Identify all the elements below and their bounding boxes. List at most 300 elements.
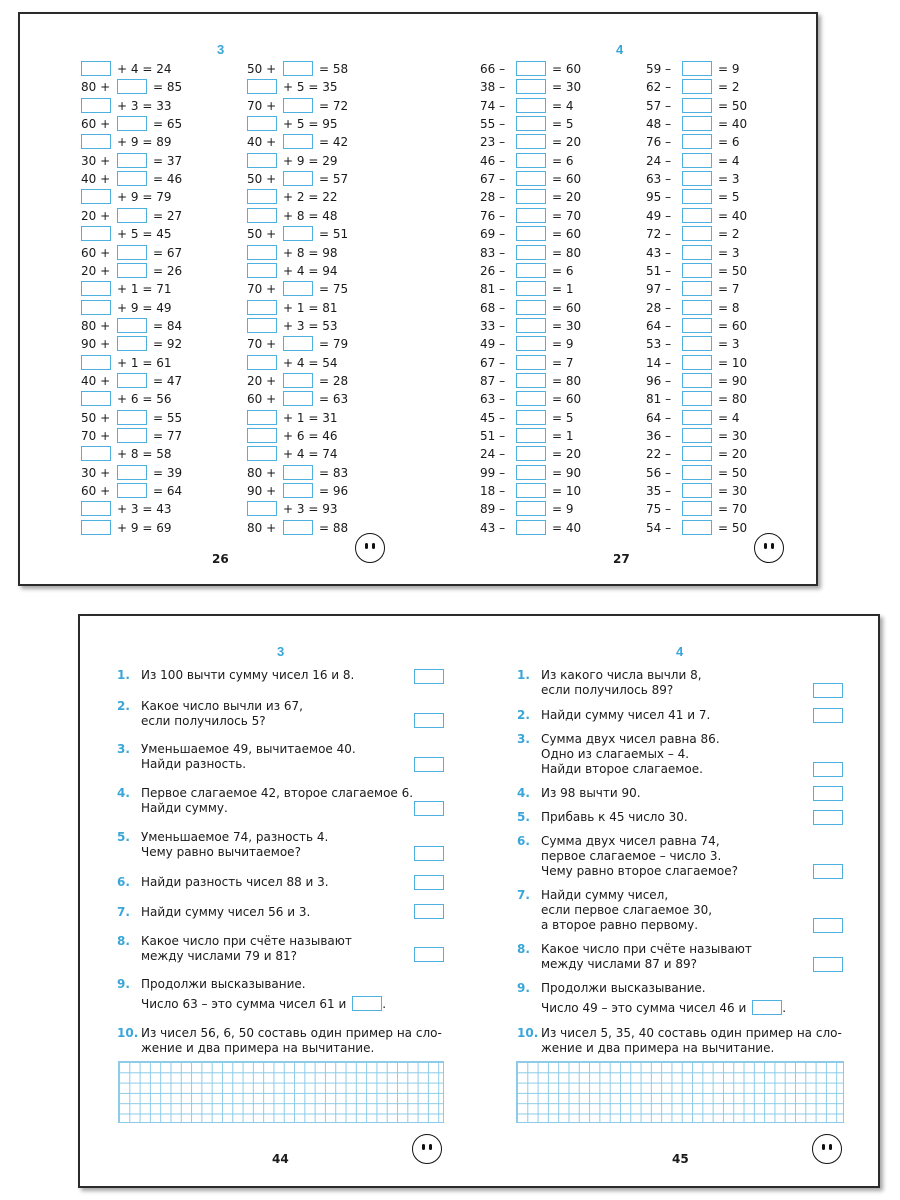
equation-text: 63 – — [646, 172, 672, 187]
equation-text: = 83 — [319, 465, 349, 480]
equation-row — [247, 134, 367, 150]
equation-text: 76 – — [480, 208, 506, 223]
equation-row — [646, 501, 766, 517]
answer-box[interactable] — [682, 116, 712, 131]
task-line: Из 98 вычти 90. — [541, 786, 641, 800]
answer-box[interactable] — [117, 171, 147, 186]
answer-box[interactable] — [247, 153, 277, 168]
equation-row — [480, 263, 600, 279]
answer-box[interactable] — [81, 501, 111, 516]
answer-box[interactable] — [682, 171, 712, 186]
answer-box[interactable] — [682, 208, 712, 223]
equation-text: = 9 — [552, 337, 574, 352]
equation-text: = 7 — [552, 355, 574, 370]
answer-box[interactable] — [516, 263, 546, 278]
answer-box[interactable] — [682, 79, 712, 94]
equation-text: = 7 — [718, 282, 740, 297]
smiley-face-icon — [754, 533, 784, 563]
equation-row — [480, 116, 600, 132]
equation-text: + 3 = 43 — [117, 502, 172, 517]
equation-row — [646, 116, 766, 132]
answer-box[interactable] — [81, 355, 111, 370]
equation-text: = 63 — [319, 392, 349, 407]
equation-text: = 3 — [718, 172, 740, 187]
task-number: 4. — [117, 786, 130, 800]
task-line: Найди сумму чисел, — [541, 888, 669, 902]
task-line-text: Число 63 – это сумма чисел 61 и — [141, 997, 347, 1011]
answer-box[interactable] — [752, 1000, 782, 1015]
equation-row — [480, 61, 600, 77]
equation-text: = 50 — [718, 98, 748, 113]
answer-box[interactable] — [283, 483, 313, 498]
equation-row — [247, 391, 367, 407]
answer-box[interactable] — [516, 410, 546, 425]
equation-row — [81, 116, 201, 132]
equation-text: = 9 — [552, 502, 574, 517]
answer-box[interactable] — [283, 98, 313, 113]
equation-text: = 60 — [552, 227, 582, 242]
task-number: 10. — [117, 1026, 139, 1040]
answer-box[interactable] — [117, 79, 147, 94]
equation-row — [480, 98, 600, 114]
equation-text: = 6 — [718, 135, 740, 150]
answer-box[interactable] — [117, 263, 147, 278]
answer-box[interactable] — [247, 79, 277, 94]
equation-row — [480, 171, 600, 187]
answer-box[interactable] — [682, 318, 712, 333]
equation-row — [247, 226, 367, 242]
task-text — [141, 977, 386, 1012]
answer-box[interactable] — [414, 669, 444, 684]
equation-text: + 1 = 81 — [283, 300, 338, 315]
equation-text: = 5 — [552, 410, 574, 425]
answer-box[interactable] — [682, 189, 712, 204]
answer-grid[interactable] — [516, 1061, 844, 1123]
answer-box[interactable] — [682, 98, 712, 113]
answer-box[interactable] — [516, 465, 546, 480]
answer-box[interactable] — [283, 391, 313, 406]
page-44 — [80, 616, 480, 1186]
section-title: 4 — [616, 42, 624, 57]
answer-box[interactable] — [247, 355, 277, 370]
equation-text: + 4 = 54 — [283, 355, 338, 370]
task-text — [141, 786, 413, 816]
equation-row — [247, 428, 367, 444]
task-number: 4. — [517, 786, 530, 800]
equation-text: = 20 — [552, 447, 582, 462]
equation-text: 70 + — [81, 429, 111, 443]
answer-box[interactable] — [516, 245, 546, 260]
equation-row — [646, 189, 766, 205]
answer-box[interactable] — [516, 171, 546, 186]
equation-text: = 67 — [153, 245, 183, 260]
equation-row — [81, 171, 201, 187]
equation-text: 97 – — [646, 282, 672, 297]
equation-text: 67 – — [480, 355, 506, 370]
answer-box[interactable] — [81, 134, 111, 149]
equation-text: + 9 = 79 — [117, 190, 172, 205]
answer-box[interactable] — [516, 483, 546, 498]
answer-box[interactable] — [813, 708, 843, 723]
equation-row — [480, 226, 600, 242]
page-26 — [20, 14, 420, 584]
answer-box[interactable] — [117, 116, 147, 131]
task-line: Чему равно второе слагаемое? — [541, 864, 738, 878]
equation-text: 36 – — [646, 429, 672, 443]
answer-box[interactable] — [682, 391, 712, 406]
equation-text: = 96 — [319, 484, 349, 499]
equation-row — [81, 501, 201, 517]
equation-row — [247, 263, 367, 279]
equation-text: 49 – — [480, 337, 506, 352]
equation-text: = 92 — [153, 337, 183, 352]
answer-box[interactable] — [283, 465, 313, 480]
task-line: Найди сумму. — [141, 801, 228, 815]
answer-box[interactable] — [682, 410, 712, 425]
equation-text: 51 – — [480, 429, 506, 443]
equation-text: 30 + — [81, 153, 111, 168]
equation-text: = 27 — [153, 208, 183, 223]
equation-text: 60 + — [81, 484, 111, 499]
equation-row — [480, 300, 600, 316]
answer-box[interactable] — [117, 465, 147, 480]
answer-box[interactable] — [682, 226, 712, 241]
answer-box[interactable] — [682, 373, 712, 388]
answer-box[interactable] — [247, 116, 277, 131]
task-line: Продолжи высказывание. — [141, 977, 306, 991]
answer-box[interactable] — [247, 428, 277, 443]
equation-text: 60 + — [81, 117, 111, 132]
equation-text: = 50 — [718, 465, 748, 480]
answer-box[interactable] — [516, 318, 546, 333]
answer-box[interactable] — [682, 300, 712, 315]
answer-box[interactable] — [682, 134, 712, 149]
equation-text: 80 + — [247, 520, 277, 535]
answer-box[interactable] — [414, 801, 444, 816]
answer-box[interactable] — [682, 336, 712, 351]
answer-box[interactable] — [247, 446, 277, 461]
answer-box[interactable] — [682, 465, 712, 480]
equation-text: 49 – — [646, 208, 672, 223]
equation-text: = 64 — [153, 484, 183, 499]
equation-row — [247, 61, 367, 77]
answer-box[interactable] — [516, 336, 546, 351]
answer-box[interactable] — [414, 875, 444, 890]
equation-row — [646, 79, 766, 95]
answer-box[interactable] — [682, 245, 712, 260]
equation-text: 23 – — [480, 135, 506, 150]
equation-text: + 8 = 48 — [283, 208, 338, 223]
answer-box[interactable] — [682, 281, 712, 296]
equation-text: 80 + — [81, 80, 111, 95]
task-number: 5. — [117, 830, 130, 844]
equation-text: 54 – — [646, 520, 672, 535]
answer-box[interactable] — [414, 947, 444, 962]
equation-row — [81, 245, 201, 261]
task-text — [541, 708, 710, 723]
answer-box[interactable] — [117, 336, 147, 351]
equation-text: = 77 — [153, 429, 183, 443]
equation-text: 50 + — [247, 172, 277, 187]
section-title: 3 — [217, 42, 225, 57]
equation-row — [646, 391, 766, 407]
answer-box[interactable] — [117, 373, 147, 388]
task-text — [141, 830, 328, 860]
task-line-text: Число 49 – это сумма чисел 46 и — [541, 1001, 747, 1015]
equation-text: 53 – — [646, 337, 672, 352]
answer-box[interactable] — [813, 683, 843, 698]
answer-box[interactable] — [283, 281, 313, 296]
answer-box[interactable] — [283, 226, 313, 241]
answer-box[interactable] — [247, 245, 277, 260]
answer-box[interactable] — [247, 189, 277, 204]
equation-text: + 4 = 94 — [283, 263, 338, 278]
smiley-face-icon — [812, 1134, 842, 1164]
task-number: 1. — [517, 668, 530, 682]
answer-box[interactable] — [247, 501, 277, 516]
answer-box[interactable] — [283, 134, 313, 149]
equation-text: = 57 — [319, 172, 349, 187]
page-number: 45 — [672, 1152, 689, 1166]
answer-box[interactable] — [516, 116, 546, 131]
equation-text: 66 – — [480, 62, 506, 76]
answer-box[interactable] — [283, 520, 313, 535]
answer-box[interactable] — [516, 501, 546, 516]
task-line: Сумма двух чисел равна 86. — [541, 732, 720, 746]
equation-text: 46 – — [480, 153, 506, 168]
answer-box[interactable] — [117, 428, 147, 443]
answer-box[interactable] — [516, 189, 546, 204]
task-number: 6. — [517, 834, 530, 848]
equation-row — [480, 189, 600, 205]
equation-row — [646, 336, 766, 352]
answer-box[interactable] — [516, 300, 546, 315]
answer-grid[interactable] — [118, 1061, 444, 1123]
answer-box[interactable] — [682, 520, 712, 535]
equation-text: 75 – — [646, 502, 672, 517]
equation-text: = 20 — [718, 447, 748, 462]
answer-box[interactable] — [81, 300, 111, 315]
task-number: 8. — [117, 934, 130, 948]
equation-text: 55 – — [480, 117, 506, 132]
equation-text: = 46 — [153, 172, 183, 187]
answer-box[interactable] — [352, 996, 382, 1011]
answer-box[interactable] — [414, 904, 444, 919]
equation-text: 90 + — [247, 484, 277, 499]
answer-box[interactable] — [283, 171, 313, 186]
answer-box[interactable] — [117, 410, 147, 425]
answer-box[interactable] — [247, 300, 277, 315]
task-line: первое слагаемое – число 3. — [541, 849, 722, 863]
answer-box[interactable] — [247, 263, 277, 278]
equation-text: = 90 — [718, 373, 748, 388]
answer-box[interactable] — [283, 336, 313, 351]
equation-text: = 80 — [552, 373, 582, 388]
equation-text: = 60 — [552, 172, 582, 187]
equation-text: 95 – — [646, 190, 672, 205]
answer-box[interactable] — [682, 153, 712, 168]
equation-text: = 1 — [552, 429, 574, 443]
equation-text: 22 – — [646, 447, 672, 462]
equation-text: + 8 = 98 — [283, 245, 338, 260]
equation-row — [81, 153, 201, 169]
equation-text: 20 + — [247, 373, 277, 388]
equation-row — [480, 318, 600, 334]
answer-box[interactable] — [81, 520, 111, 535]
equation-row — [480, 134, 600, 150]
answer-box[interactable] — [81, 189, 111, 204]
answer-box[interactable] — [516, 446, 546, 461]
equation-text: = 55 — [153, 410, 183, 425]
equation-text: = 60 — [552, 392, 582, 407]
answer-box[interactable] — [516, 226, 546, 241]
answer-box[interactable] — [283, 373, 313, 388]
equation-row — [81, 98, 201, 114]
equation-row — [480, 153, 600, 169]
answer-box[interactable] — [117, 318, 147, 333]
task-number: 2. — [517, 708, 530, 722]
equation-text: + 5 = 45 — [117, 227, 172, 242]
equation-text: + 2 = 22 — [283, 190, 338, 205]
answer-box[interactable] — [81, 61, 111, 76]
task-text — [541, 981, 786, 1016]
answer-box[interactable] — [414, 713, 444, 728]
equation-row — [81, 189, 201, 205]
equation-row — [247, 116, 367, 132]
answer-box[interactable] — [516, 61, 546, 76]
answer-box[interactable] — [682, 483, 712, 498]
answer-box[interactable] — [414, 757, 444, 772]
task-line: Какое число при счёте называют — [141, 934, 352, 948]
task-text — [541, 786, 641, 801]
equation-row — [81, 300, 201, 316]
answer-box[interactable] — [81, 98, 111, 113]
equation-text: 67 – — [480, 172, 506, 187]
answer-box[interactable] — [813, 957, 843, 972]
equation-row — [247, 153, 367, 169]
equation-text: + 1 = 31 — [283, 410, 338, 425]
equation-text: 60 + — [81, 245, 111, 260]
equation-text: = 9 — [718, 62, 740, 76]
equation-text: 50 + — [247, 227, 277, 242]
equation-text: 50 + — [247, 62, 277, 76]
answer-box[interactable] — [516, 391, 546, 406]
equation-row — [480, 520, 600, 536]
equation-text: = 51 — [319, 227, 349, 242]
equation-text: = 3 — [718, 337, 740, 352]
answer-box[interactable] — [813, 864, 843, 879]
equation-text: 43 – — [646, 245, 672, 260]
answer-box[interactable] — [516, 428, 546, 443]
answer-box[interactable] — [682, 263, 712, 278]
answer-box[interactable] — [81, 446, 111, 461]
task-line: Найди разность чисел 88 и 3. — [141, 875, 329, 889]
answer-box[interactable] — [813, 918, 843, 933]
answer-box[interactable] — [516, 520, 546, 535]
equation-text: = 90 — [552, 465, 582, 480]
answer-box[interactable] — [682, 446, 712, 461]
answer-box[interactable] — [117, 153, 147, 168]
answer-box[interactable] — [516, 208, 546, 223]
answer-box[interactable] — [516, 153, 546, 168]
task-text — [541, 942, 752, 972]
answer-box[interactable] — [682, 355, 712, 370]
equation-text: = 40 — [718, 208, 748, 223]
answer-box[interactable] — [682, 501, 712, 516]
answer-box[interactable] — [247, 318, 277, 333]
equation-row — [247, 465, 367, 481]
answer-box[interactable] — [81, 391, 111, 406]
answer-box[interactable] — [516, 355, 546, 370]
answer-box[interactable] — [682, 428, 712, 443]
answer-box[interactable] — [117, 483, 147, 498]
answer-box[interactable] — [117, 208, 147, 223]
page-number: 44 — [272, 1152, 289, 1166]
task-number: 7. — [117, 905, 130, 919]
equation-row — [480, 465, 600, 481]
equation-text: = 70 — [552, 208, 582, 223]
answer-box[interactable] — [247, 208, 277, 223]
answer-box[interactable] — [117, 245, 147, 260]
equation-text: = 2 — [718, 80, 740, 95]
task-line: Найди сумму чисел 41 и 7. — [541, 708, 711, 722]
equation-row — [247, 355, 367, 371]
task-number: 3. — [117, 742, 130, 756]
answer-box[interactable] — [516, 373, 546, 388]
equation-text: = 37 — [153, 153, 183, 168]
answer-box[interactable] — [516, 98, 546, 113]
equation-text: = 40 — [718, 117, 748, 132]
workbook-spread-word-problems — [78, 614, 880, 1188]
equation-text: + 4 = 74 — [283, 447, 338, 462]
answer-box[interactable] — [682, 61, 712, 76]
answer-box[interactable] — [247, 410, 277, 425]
equation-text: 72 – — [646, 227, 672, 242]
answer-box[interactable] — [81, 281, 111, 296]
answer-box[interactable] — [81, 226, 111, 241]
equation-text: + 1 = 71 — [117, 282, 172, 297]
task-number: 7. — [517, 888, 530, 902]
task-number: 10. — [517, 1026, 539, 1040]
task-number: 9. — [517, 981, 530, 995]
answer-box[interactable] — [414, 846, 444, 861]
answer-box[interactable] — [516, 281, 546, 296]
answer-box[interactable] — [516, 79, 546, 94]
equation-row — [480, 373, 600, 389]
task-text — [141, 742, 356, 772]
answer-box[interactable] — [813, 762, 843, 777]
equation-text: 64 – — [646, 318, 672, 333]
task-text — [541, 834, 738, 879]
equation-text: 96 – — [646, 373, 672, 388]
equation-row — [81, 355, 201, 371]
task-line: если получилось 89? — [541, 683, 674, 697]
equation-text: 59 – — [646, 62, 672, 76]
answer-box[interactable] — [516, 134, 546, 149]
equation-row — [646, 245, 766, 261]
equation-row — [646, 98, 766, 114]
equation-text: = 60 — [718, 318, 748, 333]
answer-box[interactable] — [813, 810, 843, 825]
equation-text: 60 + — [247, 392, 277, 407]
task-number: 5. — [517, 810, 530, 824]
answer-box[interactable] — [283, 61, 313, 76]
task-number: 6. — [117, 875, 130, 889]
answer-box[interactable] — [813, 786, 843, 801]
equation-text: = 39 — [153, 465, 183, 480]
equation-text: = 6 — [552, 153, 574, 168]
equation-row — [646, 208, 766, 224]
